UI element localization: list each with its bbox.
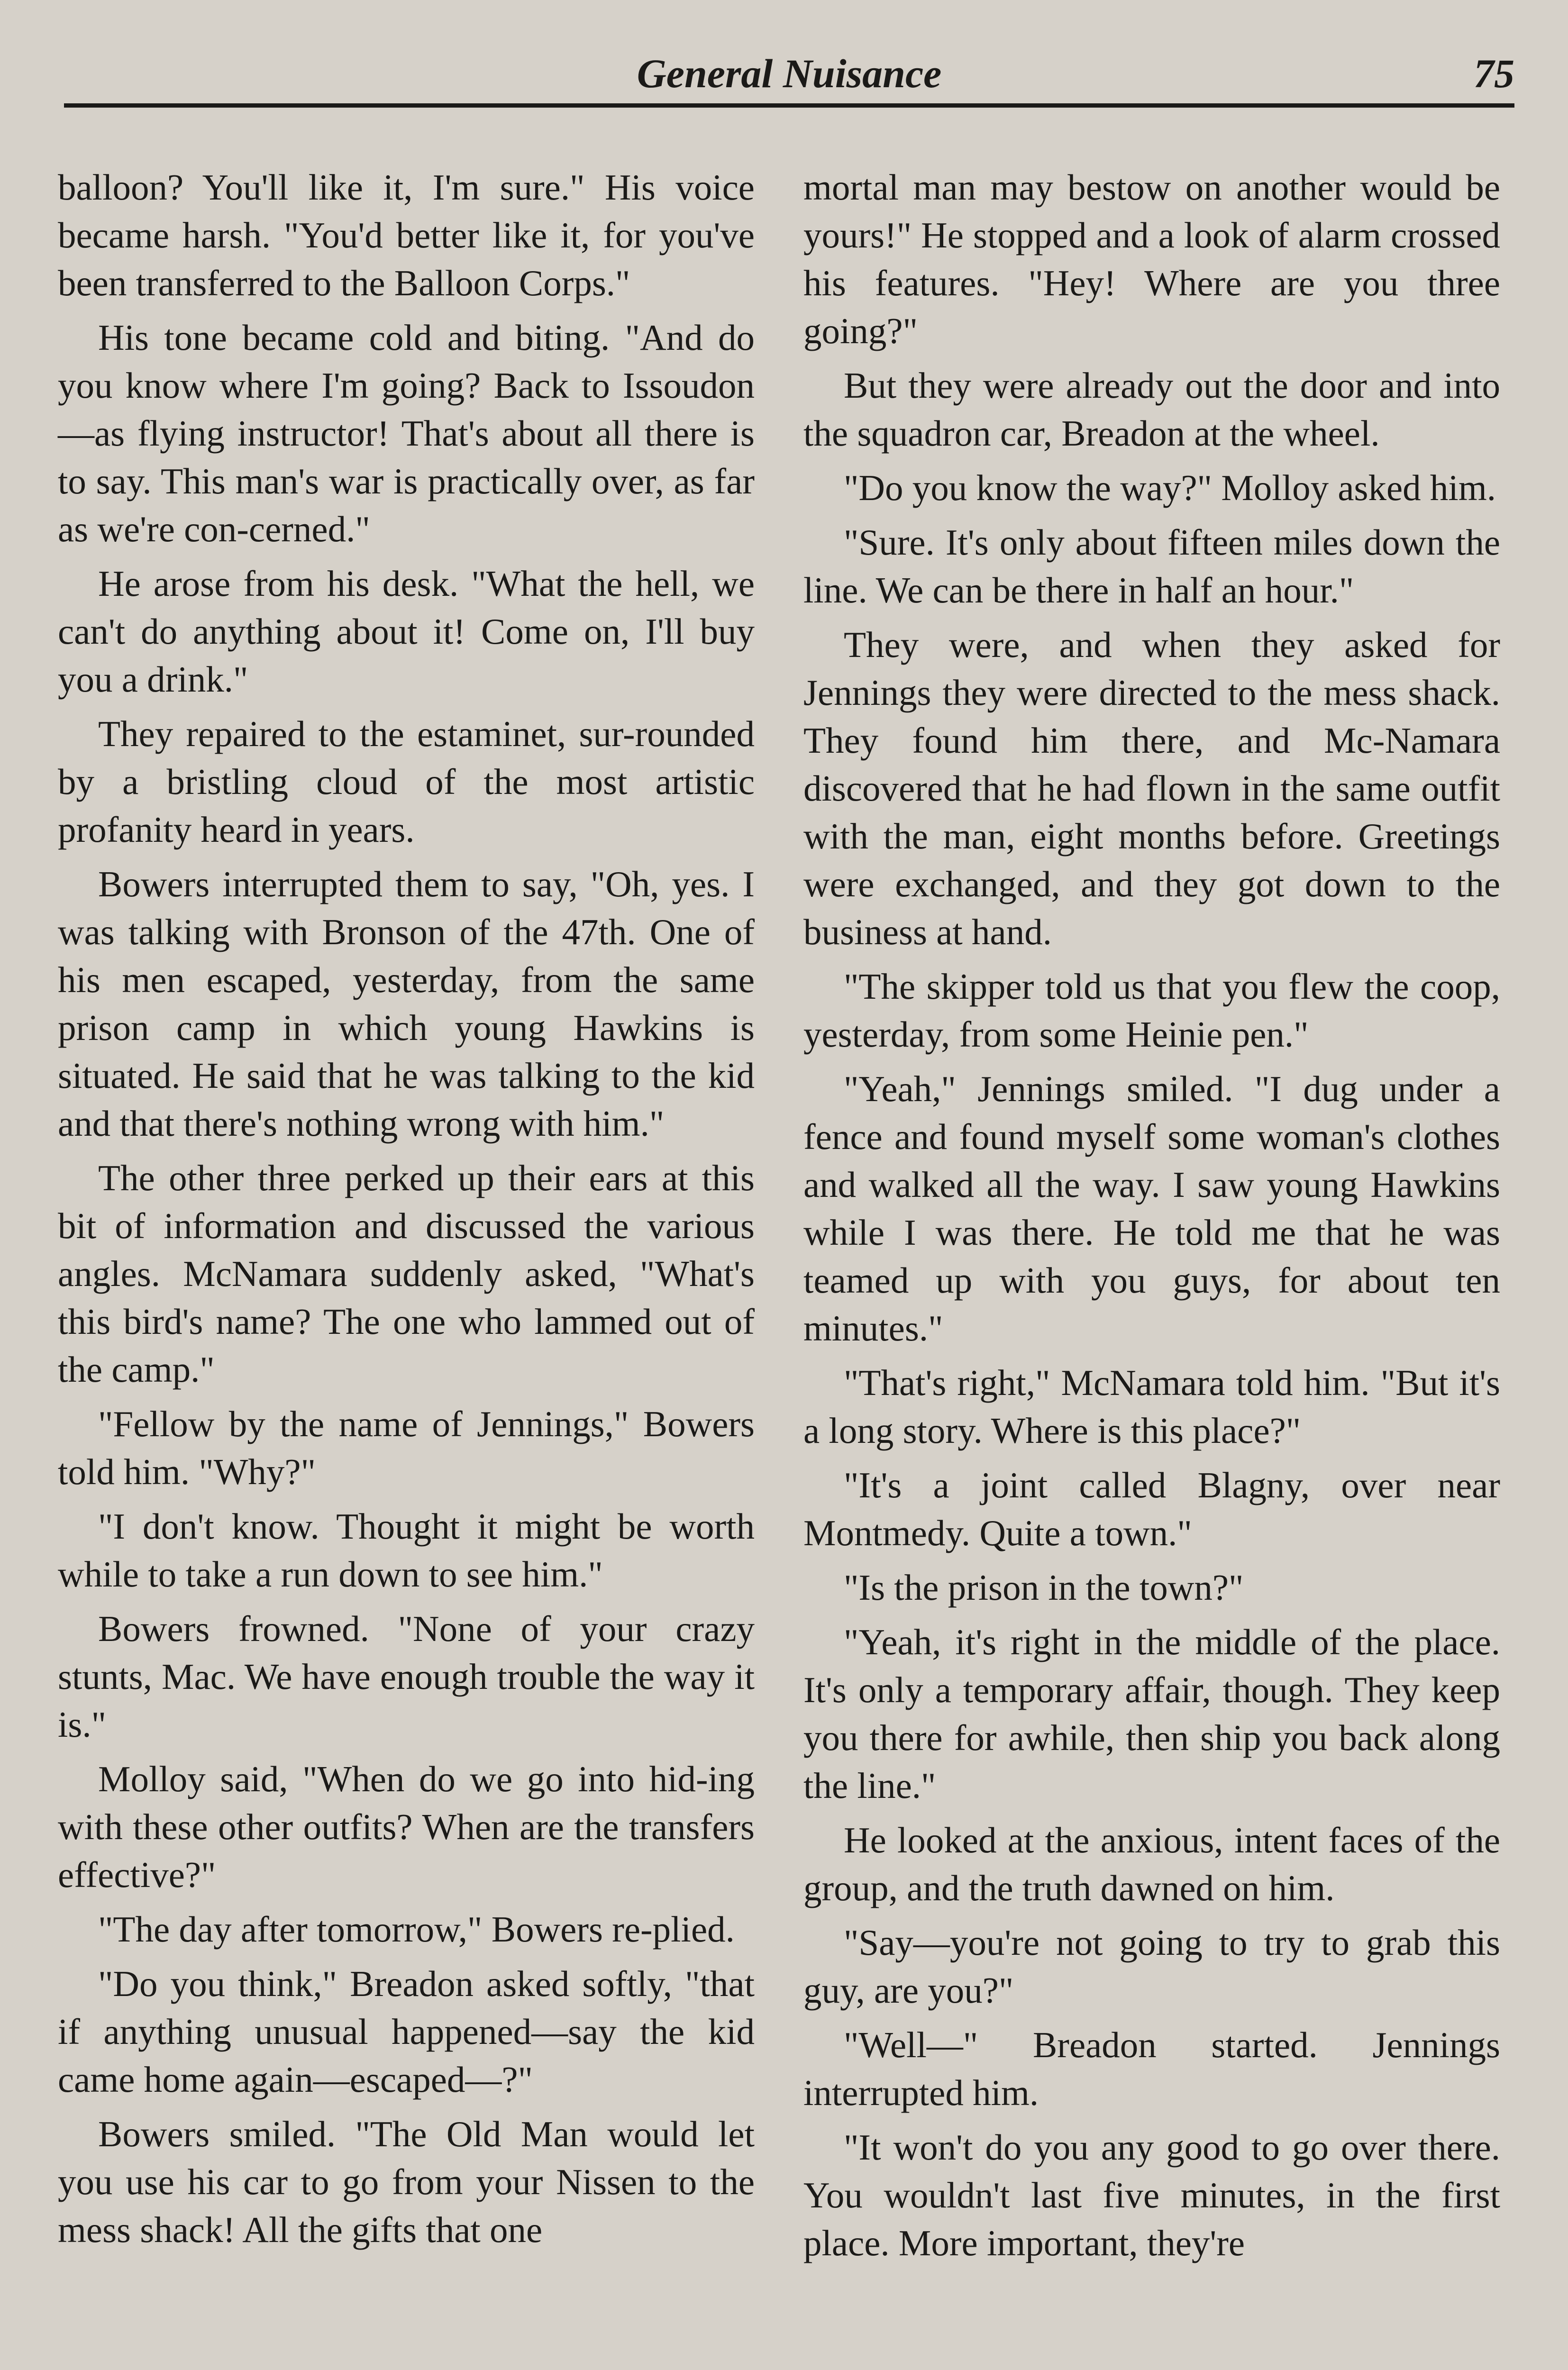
paragraph: They were, and when they asked for Jennings they were directed to the mess shack. They found him there, and Mc-Namara discovered that he had flown in the same outfit with the man, eight months before. Greetings were exchanged, and they got down to the business at hand.: [803, 624, 1500, 952]
paragraph: "The skipper told us that you flew the coop, yesterday, from some Heinie pen.": [803, 966, 1500, 1055]
right-column: [803, 164, 1500, 2274]
paragraph: The other three perked up their ears at this bit of information and discussed the various angles. McNamara suddenly asked, "What's this bird's name? The one who lammed out of the camp.": [58, 1158, 755, 1390]
paragraph: Bowers interrupted them to say, "Oh, yes. I was talking with Bronson of the 47th. One of his men escaped, yesterday, from the same prison camp in which young Hawkins is situated. He said that he was talking to the kid and that there's nothing wrong with him.": [58, 864, 755, 1144]
paragraph: His tone became cold and biting. "And do you know where I'm going? Back to Issoudon—as flying instructor! That's about all there is to say. This man's war is practically over, as far as we're con-cerned.": [58, 317, 755, 549]
running-title: General Nuisance: [637, 51, 942, 96]
paragraph: He arose from his desk. "What the hell, we can't do anything about it! Come on, I'll buy you a drink.": [58, 563, 755, 700]
left-column: [58, 164, 755, 2261]
paragraph: But they were already out the door and into the squadron car, Breadon at the wheel.: [803, 365, 1500, 454]
paragraph: Bowers smiled. "The Old Man would let you use his car to go from your Nissen to the mess shack! All the gifts that one: [58, 2114, 755, 2250]
paragraph: "The day after tomorrow," Bowers re-plied.: [98, 1909, 735, 1950]
paragraph: "Say—you're not going to try to grab this guy, are you?": [803, 1922, 1500, 2011]
paragraph: He looked at the anxious, intent faces of the group, and the truth dawned on him.: [803, 1820, 1500, 1908]
paragraph: "Do you think," Breadon asked softly, "that if anything unusual happened—say the kid came home again—escaped—?": [58, 1963, 755, 2100]
paragraph: "Well—" Breadon started. Jennings interrupted him.: [803, 2024, 1500, 2113]
paragraph: "I don't know. Thought it might be worth while to take a run down to see him.": [58, 1506, 755, 1595]
paragraph: "It won't do you any good to go over there. You wouldn't last five minutes, in the first place. More important, they're: [803, 2127, 1500, 2263]
paragraph: "Is the prison in the town?": [844, 1567, 1244, 1608]
paragraph: "That's right," McNamara told him. "But it's a long story. Where is this place?": [803, 1362, 1500, 1451]
page-header: [64, 45, 1514, 102]
paragraph: Molloy said, "When do we go into hid-ing with these other outfits? When are the transfers effective?": [58, 1759, 755, 1895]
paragraph: "Yeah," Jennings smiled. "I dug under a fence and found myself some woman's clothes and walked all the way. I saw young Hawkins while I was there. He told me that he was teamed up with you guys, for about ten minutes.": [803, 1068, 1500, 1349]
paragraph: Bowers frowned. "None of your crazy stunts, Mac. We have enough trouble the way it is.": [58, 1608, 755, 1745]
paragraph: balloon? You'll like it, I'm sure." His voice became harsh. "You'd better like it, for you've been transferred to the Balloon Corps.": [58, 167, 755, 303]
paragraph: They repaired to the estaminet, sur-rounded by a bristling cloud of the most artistic profanity heard in years.: [58, 713, 755, 850]
page-number: 75: [1474, 51, 1514, 96]
paragraph: mortal man may bestow on another would be yours!" He stopped and a look of alarm crossed his features. "Hey! Where are you three going?": [803, 167, 1500, 351]
paragraph: "Yeah, it's right in the middle of the place. It's only a temporary affair, though. They keep you there for awhile, then ship you back along the line.": [803, 1622, 1500, 1806]
header-rule: [64, 103, 1514, 108]
paragraph: "Do you know the way?" Molloy asked him.: [844, 467, 1496, 508]
paragraph: "Sure. It's only about fifteen miles down the line. We can be there in half an hour.": [803, 522, 1500, 611]
paragraph: "It's a joint called Blagny, over near Montmedy. Quite a town.": [803, 1465, 1500, 1553]
paragraph: "Fellow by the name of Jennings," Bowers told him. "Why?": [58, 1404, 755, 1492]
